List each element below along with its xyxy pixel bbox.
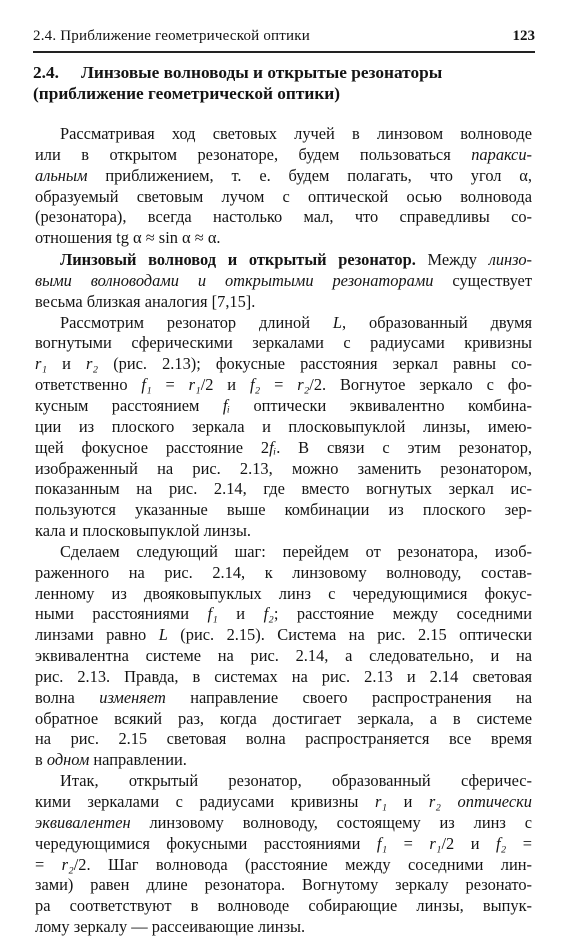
text-line	[35, 459, 532, 480]
text-line	[35, 855, 532, 876]
text-run: (рис. 2.13); фокусные расстояния зеркал равны со-	[98, 354, 532, 374]
text-run	[441, 792, 458, 811]
italic-text: r₂	[61, 854, 74, 874]
italic-text: альным	[35, 165, 88, 185]
text-line	[35, 709, 532, 730]
text-line	[35, 187, 532, 208]
text-run: /2. Шаг волновода (расстояние между соседними лин-	[73, 854, 532, 874]
italic-text: r₁	[429, 833, 442, 853]
text-run: =	[387, 833, 430, 853]
italic-text: r₂	[428, 792, 441, 811]
text-line	[35, 688, 532, 709]
text-run: раженного на рис. 2.14, к линзовому волноводу, состав-	[35, 562, 532, 582]
text-run: волна	[35, 687, 100, 707]
page-header	[33, 28, 535, 52]
running-head: 2.4. Приближение геометрической оптики	[33, 28, 310, 44]
text-line	[35, 896, 532, 917]
text-run: Сделаем следующий шаг: перейдем от резонатора, изоб-	[60, 541, 532, 561]
text-line	[35, 145, 532, 166]
text-line	[35, 917, 532, 938]
text-run: Итак, открытый резонатор, образованный сферичес-	[60, 771, 532, 791]
italic-text: паракси-	[471, 144, 532, 164]
text-run: ными расстояниями	[35, 604, 208, 624]
header-rule	[33, 51, 535, 53]
text-line	[35, 521, 532, 542]
text-run: показанным на рис. 2.14, где вместо вогнутых зеркал ис-	[35, 479, 532, 499]
italic-text: r₁	[374, 792, 388, 811]
text-run: ра соответствуют в волноводе собирающие линзы, выпук-	[35, 896, 532, 916]
text-line	[35, 584, 532, 605]
text-run: =	[35, 854, 62, 874]
italic-text: f₁	[207, 604, 218, 624]
italic-text: r₁	[35, 354, 48, 374]
text-line	[35, 667, 532, 688]
text-run: зами) равен длине резонатора. Вогнутому зеркалу резонато-	[35, 875, 532, 895]
section-title-line2: (приближение геометрической оптики)	[33, 84, 340, 103]
text-run: (рис. 2.15). Система на рис. 2.15 оптически	[167, 625, 532, 645]
text-line	[35, 354, 532, 375]
italic-text: f₁	[376, 833, 388, 853]
italic-text: f₁	[141, 375, 152, 395]
text-line	[35, 834, 532, 855]
text-run: , образованный двумя	[342, 312, 532, 332]
text-line	[35, 771, 532, 792]
text-run: изображенный на рис. 2.13, можно заменить резонатором,	[35, 458, 532, 478]
italic-text: одном	[46, 750, 90, 770]
text-run: . В связи с этим резонатор,	[276, 437, 532, 457]
text-line	[35, 166, 532, 187]
text-run: вогнутыми сферическими зеркалами с радиусами кривизны	[35, 333, 532, 353]
text-run: и	[387, 792, 429, 811]
text-run: ; расстояние между соседними	[273, 604, 532, 624]
section-title-line1: Линзовые волноводы и открытые резонаторы	[81, 63, 443, 82]
text-run: Между	[415, 250, 489, 270]
italic-text: L	[332, 312, 343, 332]
text-line	[35, 228, 532, 249]
text-run: пользуются указанные выше комбинации из плоского зер-	[35, 500, 532, 520]
text-line	[35, 292, 532, 313]
text-run: линзовому волноводу, состоящему из линз с	[130, 812, 532, 832]
text-run: ции из плоского зеркала и плосковыпуклой линзы, имею-	[35, 416, 532, 436]
paragraph	[35, 542, 532, 771]
text-run: ленному из двояковыпуклых линз с чередующимися фокус-	[35, 583, 532, 603]
text-run: кала и плосковыпуклой линзы.	[35, 521, 251, 541]
italic-text: изменяет	[99, 687, 166, 707]
text-run: на рис. 2.15 световая волна распространяется все время	[35, 729, 532, 749]
text-run: и	[47, 354, 87, 374]
text-run: существует	[433, 270, 532, 290]
italic-text: оптически	[457, 792, 532, 811]
italic-text: r₁	[188, 375, 201, 395]
italic-text: fᵢ	[222, 395, 230, 415]
text-run: кусным расстоянием	[35, 395, 223, 415]
text-run: направление своего распространения на	[165, 687, 532, 707]
text-line	[35, 250, 532, 271]
text-run: =	[260, 375, 298, 395]
paragraph	[35, 313, 532, 542]
text-run: приближением, т. е. будем полагать, что угол α,	[87, 165, 532, 185]
text-run: обратное всякий раз, когда достигает зеркала, а в системе	[35, 708, 532, 728]
text-run: щей фокусное расстояние 2	[35, 437, 270, 457]
text-run: (резонатора), всегда настолько мал, что справедливы со-	[35, 207, 532, 227]
text-line	[35, 875, 532, 896]
section-heading	[33, 62, 535, 104]
section-number: 2.4.	[33, 63, 59, 82]
text-line	[35, 375, 532, 396]
text-line	[35, 604, 532, 625]
text-line	[35, 646, 532, 667]
text-line	[35, 438, 532, 459]
text-run: оптически эквивалентно комбина-	[230, 395, 532, 415]
text-run: чередующимися фокусными расстояниями	[35, 833, 377, 853]
text-line	[35, 813, 532, 834]
page-number: 123	[512, 28, 535, 44]
text-line	[35, 750, 532, 771]
text-run: эквивалентна системе на рис. 2.14, а следовательно, и на	[35, 646, 532, 666]
text-line	[35, 333, 532, 354]
italic-text: выми волноводами и открытыми резонаторами	[35, 270, 434, 290]
text-run: в	[35, 750, 47, 770]
text-line	[35, 396, 532, 417]
text-run: кими зеркалами с радиусами кривизны	[35, 792, 375, 811]
text-line	[35, 625, 532, 646]
italic-text: r₂	[86, 354, 99, 374]
text-run: ответственно	[35, 375, 142, 395]
text-line	[35, 729, 532, 750]
text-run: направлении.	[89, 750, 187, 770]
text-line	[35, 124, 532, 145]
italic-text: f₂	[495, 833, 507, 853]
body-text	[35, 124, 532, 938]
text-line	[35, 500, 532, 521]
text-run: Рассматривая ход световых лучей в линзовом волноводе	[60, 124, 532, 143]
text-line	[35, 479, 532, 500]
text-run: /2 и	[441, 833, 496, 853]
italic-text: fᵢ	[269, 437, 277, 457]
italic-text: f₂	[249, 375, 261, 395]
text-run: =	[506, 833, 532, 853]
italic-text: L	[158, 625, 168, 645]
text-run: или в открытом резонаторе, будем пользоваться	[35, 144, 472, 164]
text-line	[35, 542, 532, 563]
text-run: Рассмотрим резонатор длиной	[60, 312, 333, 332]
paragraph	[35, 250, 532, 313]
text-line	[35, 207, 532, 228]
italic-text: r₂	[297, 375, 310, 395]
text-line	[35, 563, 532, 584]
text-run: /2 и	[200, 375, 250, 395]
text-line	[35, 313, 532, 334]
italic-text: эквивалентен	[35, 812, 131, 832]
text-run: /2. Вогнутое зеркало с фо-	[309, 375, 532, 395]
text-line	[35, 417, 532, 438]
text-run: весьма близкая аналогия [7,15].	[35, 291, 256, 311]
text-run: образуемый световым лучом с оптической осью волновода	[35, 186, 532, 206]
paragraph	[35, 771, 532, 938]
text-run: линзами равно	[35, 625, 159, 645]
run-in-heading: Линзовый волновод и открытый резонатор.	[60, 250, 416, 270]
paragraph	[35, 124, 532, 249]
text-run: =	[151, 375, 189, 395]
text-line	[35, 792, 532, 813]
text-run: отношения tg α ≈ sin α ≈ α.	[35, 228, 221, 248]
text-run: и	[217, 604, 264, 624]
text-line	[35, 271, 532, 292]
italic-text: линзо-	[488, 250, 532, 270]
italic-text: f₂	[263, 604, 274, 624]
text-run: лому зеркалу — рассеивающие линзы.	[35, 917, 306, 937]
text-run: рис. 2.13. Правда, в системах на рис. 2.13 и 2.14 световая	[35, 666, 532, 686]
